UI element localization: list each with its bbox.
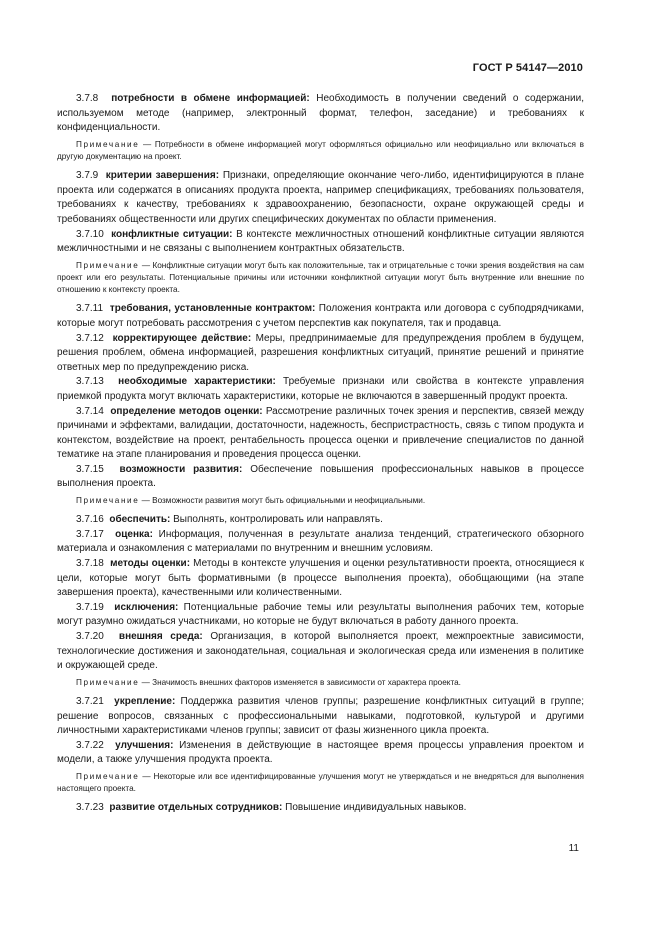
definition-3-7-9: 3.7.9 критерии завершения: Признаки, определяющие окончание чего-либо, идентифицируются в плане проекта или содержатся в описаниях продукта проекта, например спецификациях, требованиях пользователя, требованиях к качеству, требованиях к здравоохранению, безопасности, охране окружающей среды и требованиях общественности или других специфических документах по области применения. bbox=[57, 170, 585, 225]
standard-header: ГОСТ Р 54147—2010 bbox=[472, 62, 583, 74]
definition-3-7-11: 3.7.11 требования, установленные контрактом: Положения контракта или договора с субподрядчиками, которые могут потребовать рассмотрения с учетом перспектив как покупателя, так и продавца. bbox=[57, 303, 584, 329]
definition-3-7-18: 3.7.18 методы оценки: Методы в контексте улучшения и оценки результативности проекта, относящиеся к цели, которые могут быть формативными (в процессе выполнения проекта), обобщающими (на этапе завершения проекта), качественными или количественными. bbox=[57, 558, 585, 599]
definition-3-7-10: 3.7.10 конфликтные ситуации: В контексте межличностных отношений конфликтные ситуации являются межличностными и не связаны с выполнением контрактных обязательств. bbox=[57, 228, 585, 255]
document-body bbox=[57, 92, 584, 816]
note-3-7-10: Примечание — Конфликтные ситуации могут быть как положительные, так и отрицательные с точки зрения воздействия на сам проект или его результаты. Потенциальные причины или источники конфликтной ситуации могут быть внутренние или внешние по отношению к контексту проекта. bbox=[57, 260, 584, 295]
note-3-7-22: Примечание — Некоторые или все идентифицированные улучшения могут не утверждаться и не внедряться для выполнения настоящего проекта. bbox=[57, 771, 584, 794]
definition-3-7-8: 3.7.8 потребности в обмене информацией: Необходимость в получении сведений о содержании, используемом методе (например, электронный формат, телефон, заседание) и требованиях к конфиденциальности. bbox=[57, 93, 585, 134]
note-3-7-20: Примечание — Значимость внешних факторов изменяется в зависимости от характера проекта. bbox=[76, 677, 461, 687]
definition-3-7-20: 3.7.20 внешняя среда: Организация, в которой выполняется проект, межпроектные зависимости, технологические достижения и законодательная, социальная и экологическая среда или изменения в политике и окружающей среде. bbox=[57, 631, 585, 672]
definition-3-7-21: 3.7.21 укрепление: Поддержка развития членов группы; разрешение конфликтных ситуаций в группе; решение вопросов, связанных с профессиональными навыками, подготовкой, культурой и другими личностными характеристиками членов группы; зависит от фазы жизненного цикла проекта. bbox=[57, 696, 585, 737]
definition-3-7-19: 3.7.19 исключения: Потенциальные рабочие темы или результаты выполнения рабочих тем, которые могут разумно ожидаться участниками, но которые не будут включаться в работу данного проекта. bbox=[57, 601, 585, 628]
definition-3-7-22: 3.7.22 улучшения: Изменения в действующие в настоящее время процессы управления проектом и модели, а также улучшения продукта проекта. bbox=[57, 739, 585, 766]
note-3-7-15: Примечание — Возможности развития могут быть официальными и неофициальными. bbox=[76, 496, 426, 506]
definition-3-7-15: 3.7.15 возможности развития: Обеспечение повышения профессиональных навыков в процессе выполнения проекта. bbox=[57, 463, 585, 490]
definition-3-7-13: 3.7.13 необходимые характеристики: Требуемые признаки или свойства в контексте управления приемкой продукта могут включать характеристики, которые не включаются в завершенный продукт проекта. bbox=[57, 376, 584, 402]
definition-3-7-23: 3.7.23 развитие отдельных сотрудников: Повышение индивидуальных навыков. bbox=[76, 802, 467, 814]
definition-3-7-17: 3.7.17 оценка: Информация, полученная в результате анализа тенденций, стратегического обзорного материала и ознакомления с материалами по внутренним и внешним условиям. bbox=[57, 528, 584, 555]
page-number: 11 bbox=[568, 843, 579, 854]
note-3-7-8: Примечание — Потребности в обмене информацией могут оформляться официально или неофициально или включаться в другую документацию на проект. bbox=[57, 139, 584, 161]
definition-3-7-14: 3.7.14 определение методов оценки: Рассмотрение различных точек зрения и перспектив, связей между причинами и эффектами, валидации, достаточности, надежность, беспристрастность, связь с типом продукта и контекстом, воздействие на проект, рентабельность процесса оценки и привлечение специалистов по данной тематике на этапе планирования и проведения процесса оценки. bbox=[57, 405, 584, 461]
definition-3-7-12: 3.7.12 корректирующее действие: Меры, предпринимаемые для предупреждения проблем в будущем, решения проблем, обмена информацией, разрешения конфликтных ситуаций, принятие решений и принятие ответных мер по предупреждению риска. bbox=[57, 332, 584, 373]
definition-3-7-16: 3.7.16 обеспечить: Выполнять, контролировать или направлять. bbox=[76, 514, 383, 526]
